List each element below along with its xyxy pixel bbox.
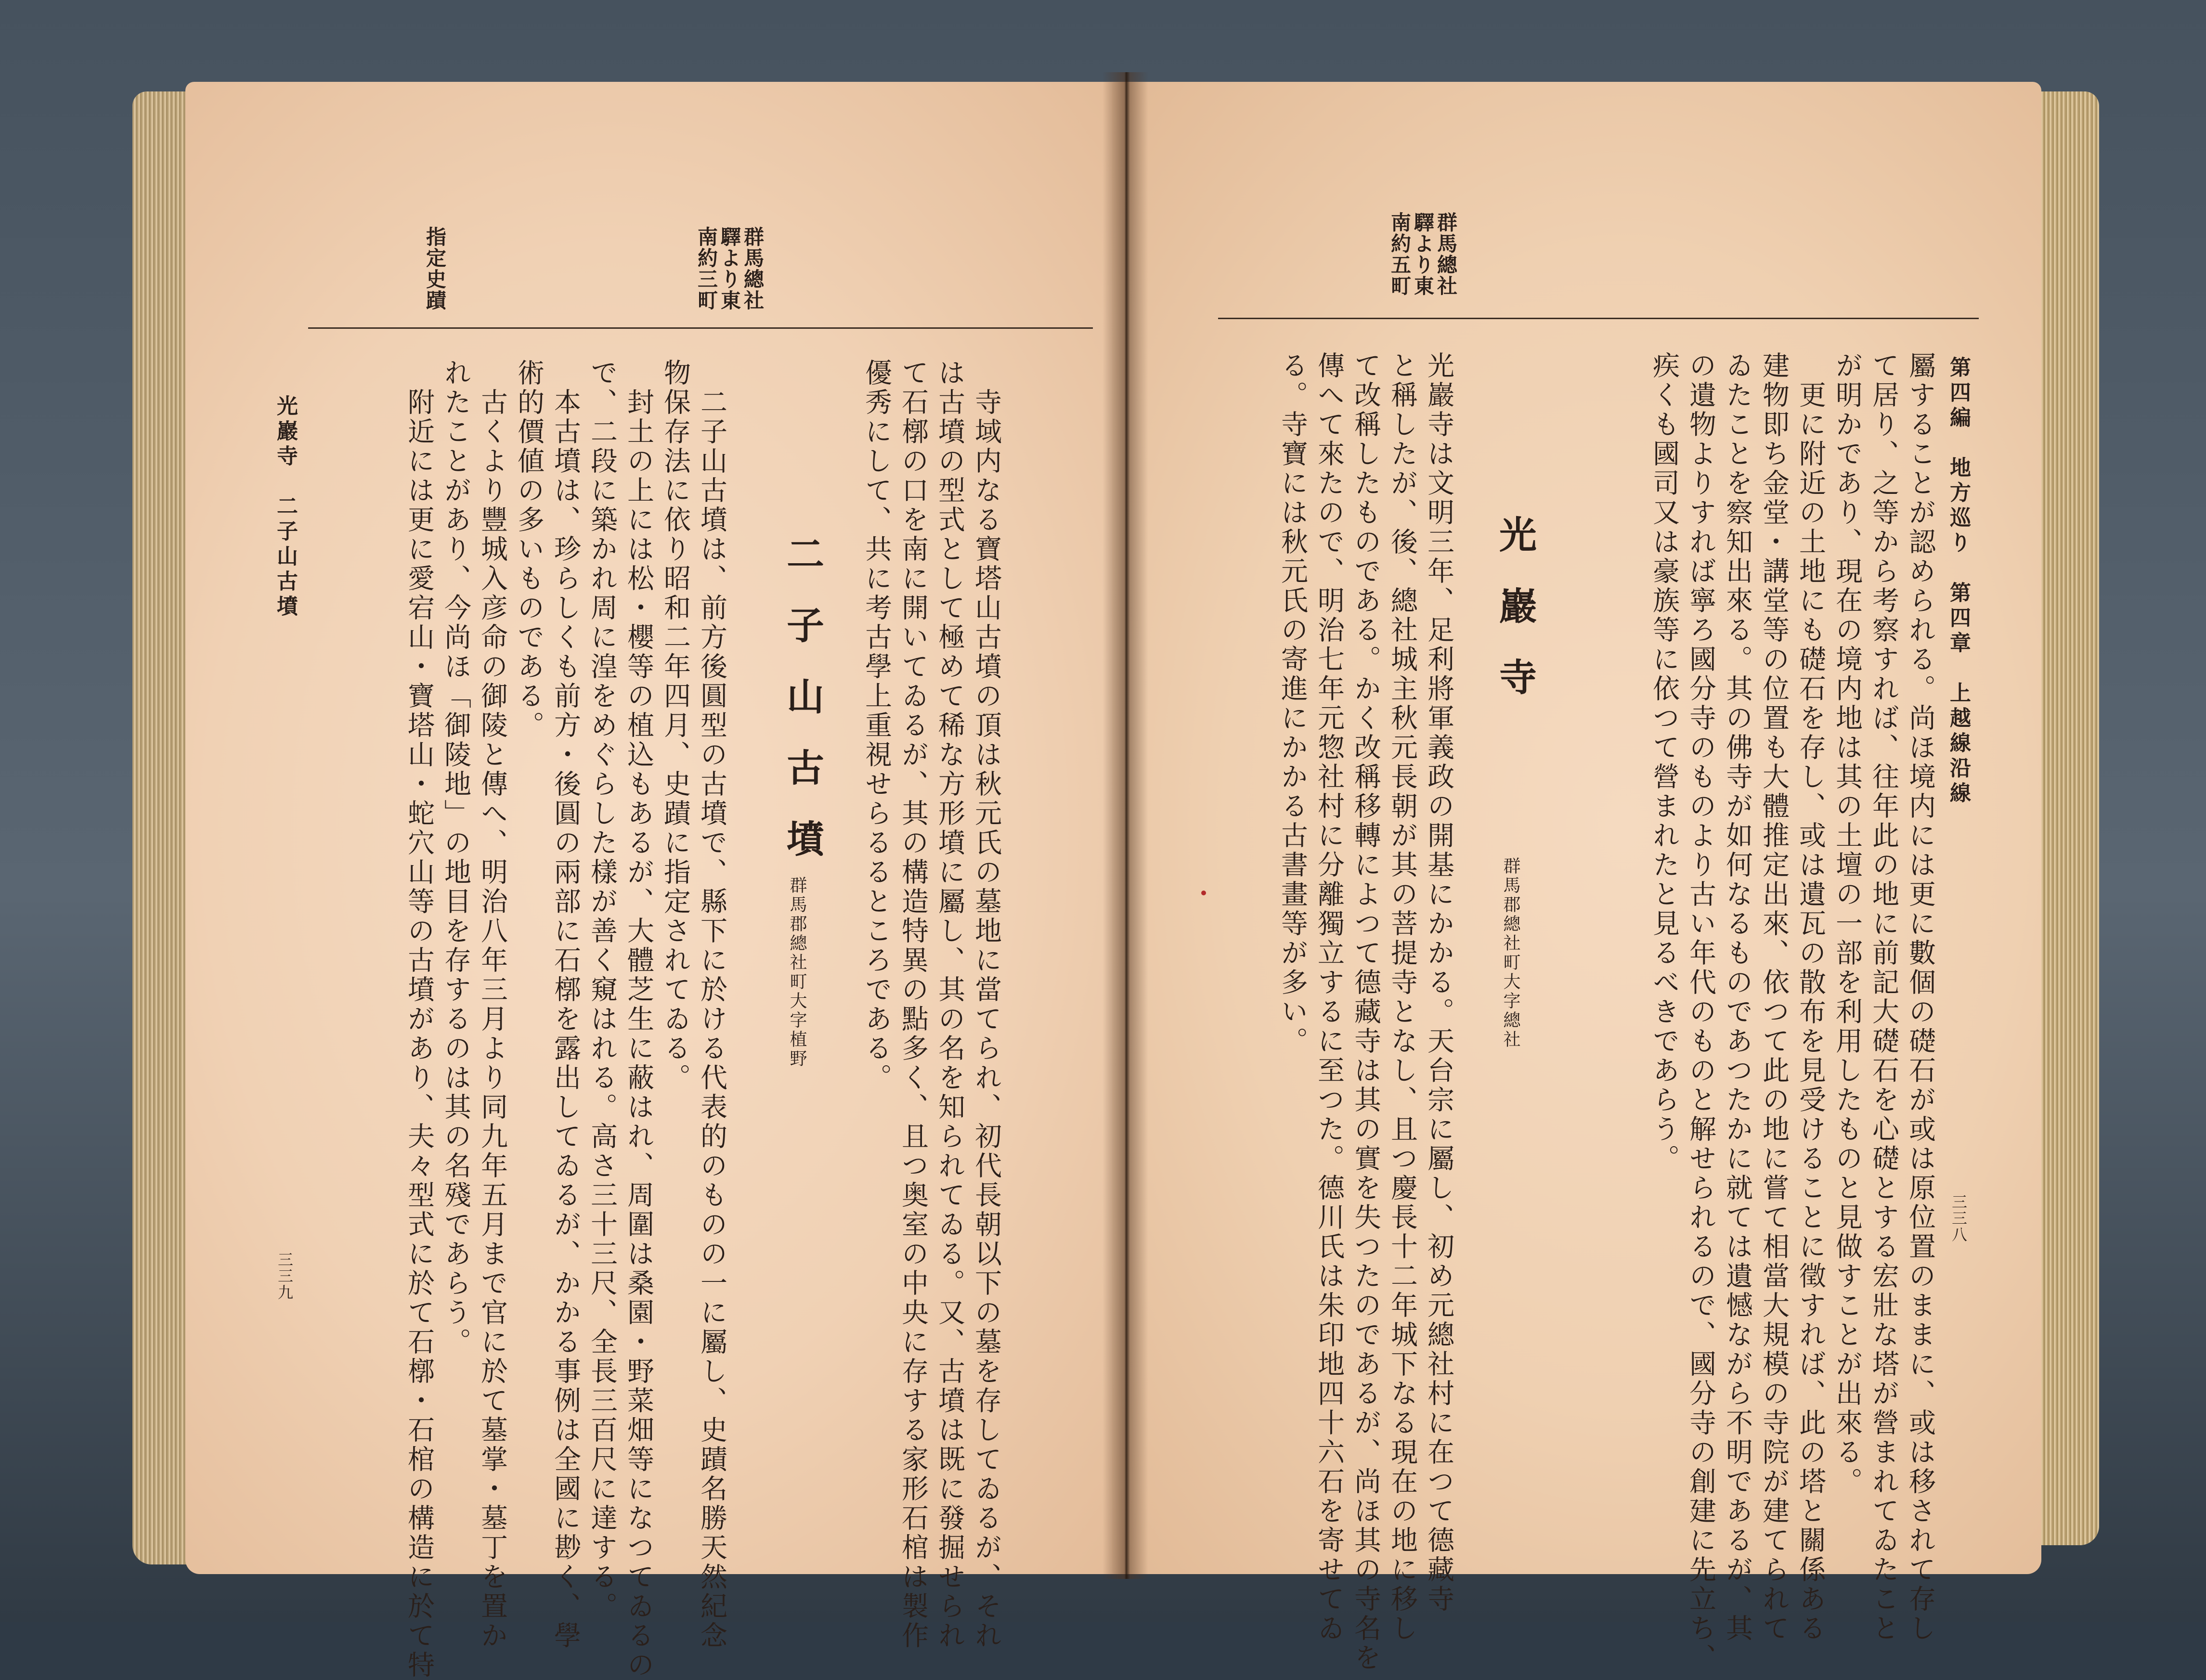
right-body-line-5: 建物即ち金堂・講堂等の位置も大體推定出來、依つて此の地に嘗て相當大規模の寺院が建てられて [1758,351,1790,1643]
left-section-location: 群馬郡總社町大字植野 [787,876,807,1069]
left-margin-note-1: 群馬總社 [741,226,765,311]
left-margin-note-3: 南約三町 [695,226,718,311]
right-section-line-4: 傳へて來たので、明治七年元惣社村に分離獨立するに至つた。德川氏は朱印地四十六石を寄せてゐ [1313,351,1345,1643]
left-section-line-3: 封土の上には松・櫻等の植込もあるが、大體芝生に蔽はれ、周圍は桑園・野菜畑等になつてゐるの [623,359,654,1680]
left-header-rule [308,327,1093,329]
left-section-line-4: で、二段に築かれ周に湟をめぐらした樣が善く窺はれる。高さ三十三尺、全長三百尺に達する。 [586,359,618,1621]
right-page-number: 三三八 [1949,1194,1968,1243]
left-body-line-4: 優秀にして、共に考古學上重視せらるるところである。 [861,359,892,1093]
right-section-title: 光巖寺 [1493,515,1537,729]
right-section-line-1: 光巖寺は文明三年、足利將軍義政の開基にかかる。天台宗に屬し、初め元總社村に在つて德藏寺 [1423,351,1454,1614]
left-section-line-2: 物保存法に依り昭和二年四月、史蹟に指定されてゐる。 [660,359,691,1093]
right-body-line-1: 屬することが認められる。尚ほ境内には更に數個の礎石が或は原位置のままに、或は移されて存し [1905,351,1936,1643]
left-section-line-1: 二子山古墳は、前方後圓型の古墳で、縣下に於ける代表的のものの一に屬し、史蹟名勝天然紀念 [696,359,727,1651]
left-section-line-8: れたことがあり、今尚ほ「御陵地」の地目を存するのは其の名殘であらう。 [440,359,471,1357]
left-body-line-1: 寺域内なる寶塔山古墳の頂は秋元氏の墓地に當てられ、初代長朝以下の墓を存してゐるが、それ [971,359,1002,1651]
ink-speck [1201,891,1206,895]
right-body-line-6: ゐたことを察知出來る。其の佛寺が如何なるものであつたかに就ては遺憾ながら不明であるが、其 [1722,351,1753,1643]
right-body-line-3: が明かであり、現在の境内地は其の土壇の一部を利用したものと見做すことが出來る。 [1831,351,1863,1497]
left-margin-note-designated: 指定史蹟 [423,226,447,311]
right-section-location: 群馬郡總社町大字總社 [1501,857,1520,1049]
left-running-head: 光巖寺 二子山古墳 [273,395,298,620]
left-section-line-5: 本古墳は、珍らしくも前方・後圓の兩部に石槨を露出してゐるが、かかる事例は全國に尠く、學 [550,359,581,1651]
right-margin-note-2: 驛より東 [1411,212,1435,297]
left-margin-note-2: 驛より東 [718,226,741,311]
right-section-line-3: て改稱したものである。かく改稱移轉によつて德藏寺は其の實を失つたのであるが、尚ほ其の寺名を [1350,351,1381,1673]
right-header-rule [1218,318,1979,319]
left-section-line-9: 附近には更に愛宕山・寶塔山・蛇穴山等の古墳があり、夫々型式に於て石槨・石棺の構造に於て特 [403,359,435,1680]
left-body-line-3: て石槨の口を南に開いてゐるが、其の構造特異の點多く、且つ奥室の中央に存する家形石棺は製作 [897,359,929,1651]
right-section-line-2: と稱したが、後、總社城主秋元長朝が其の菩提寺となし、且つ慶長十二年城下なる現在の地に移し [1387,351,1418,1643]
left-page-number: 三三九 [275,1252,294,1301]
right-margin-note-1: 群馬總社 [1434,212,1458,297]
left-body-line-2: は古墳の型式として極めて稀な方形墳に屬し、其の名を知られてゐる。又、古墳は既に發掘せられ [934,359,965,1651]
right-body-line-8: 疾くも國司又は豪族等に依つて營まれたと見るべきであらう。 [1648,351,1680,1174]
right-body-line-7: の遺物よりすれば寧ろ國分寺のものより古い年代のものと解せられるので、國分寺の創建に先立ち、 [1685,351,1716,1673]
right-body-line-4: 更に附近の土地にも礎石を存し、或は遺瓦の散布を見受けることに徵すれば、此の塔と關係ある [1795,351,1826,1643]
left-section-line-7: 古くより豐城入彦命の御陵と傳へ、明治八年三月より同九年五月まで官に於て墓掌・墓丁を置か [477,359,508,1651]
left-section-title: 二子山古墳 [780,534,824,891]
left-section-line-6: 術的價値の多いものである。 [513,359,545,740]
right-running-head: 第四編 地方巡り 第四章 上越線沿線 [1946,356,1971,807]
right-margin-note-3: 南約五町 [1388,212,1412,297]
book-gutter [1103,72,1148,1579]
right-section-line-5: る。寺寶には秋元氏の寄進にかかる古書畫等が多い。 [1277,351,1308,1056]
right-body-line-2: て居り、之等から考察すれば、往年此の地に前記大礎石を心礎とする宏壯な塔が營まれてゐたこと [1868,351,1899,1643]
